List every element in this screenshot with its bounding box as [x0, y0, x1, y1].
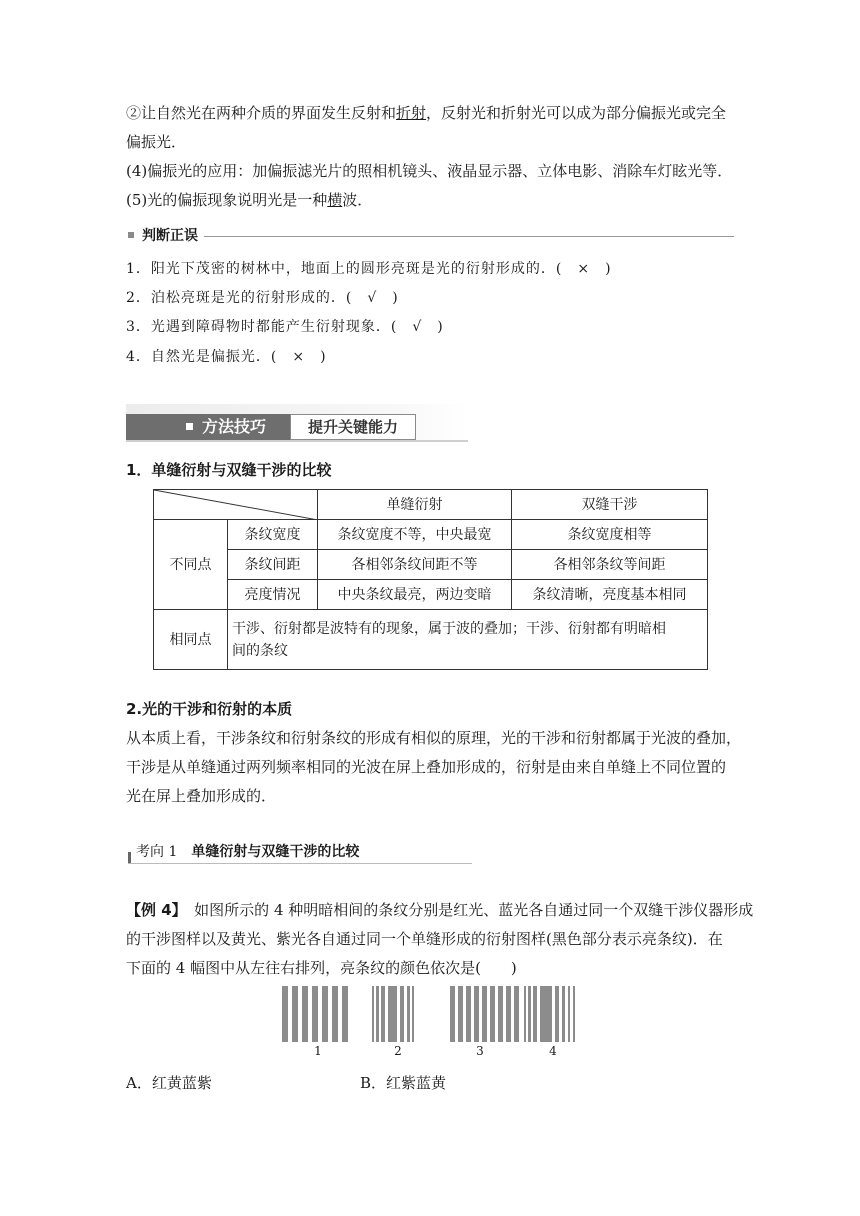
diagonal-header-cell: [154, 490, 318, 520]
fringe-2-stripe: [388, 986, 397, 1042]
figure-label-2: 2: [394, 1044, 402, 1058]
polar-item-4: (4)偏振光的应用：加偏振滤光片的照相机镜头、液晶显示器、立体电影、消除车灯眩光等．: [126, 162, 733, 180]
cell-double: 条纹清晰，亮度基本相同: [512, 580, 708, 610]
fringe-3-stripe: [514, 986, 519, 1042]
example-tag: 【例 4】: [126, 901, 180, 919]
example-line-2: 的干涉图样以及黄光、紫光各自通过同一个单缝形成的衍射图样(黑色部分表示亮条纹)．在: [126, 930, 723, 948]
kaoxiang-title: 单缝衍射与双缝干涉的比较: [191, 844, 360, 860]
section-2-line: 从本质上看，干涉条纹和衍射条纹的形成有相似的原理，光的干涉和衍射都属于光波的叠加，: [126, 729, 742, 747]
judge-item-3: 3．光遇到障碍物时都能产生衍射现象．( √ ): [126, 319, 444, 335]
fringe-1-stripe: [322, 986, 328, 1042]
judge-item-1: 1．阳光下茂密的树林中，地面上的圆形亮斑是光的衍射形成的．( × ): [126, 261, 612, 277]
cell-single: 中央条纹最亮，两边变暗: [318, 580, 512, 610]
fringe-3-stripe: [466, 986, 471, 1042]
fringe-2-stripe: [372, 986, 374, 1042]
fringe-4-stripe: [555, 986, 559, 1042]
polar-item-5: (5)光的偏振现象说明光是一种横波．: [126, 191, 373, 209]
fringe-3-stripe: [490, 986, 495, 1042]
judge-header: [126, 226, 734, 246]
cell-double: 条纹宽度相等: [512, 520, 708, 550]
diff-label: 不同点: [154, 520, 228, 610]
polar-item-2: ②让自然光在两种介质的界面发生反射和折射，反射光和折射光可以成为部分偏振光或完全: [126, 104, 727, 122]
fringe-3-stripe: [498, 986, 503, 1042]
fringe-4-stripe: [568, 986, 570, 1042]
divider: [186, 236, 734, 237]
header-single-slit: 单缝衍射: [318, 490, 512, 520]
fringe-1-stripe: [302, 986, 308, 1042]
fringe-2-stripe: [376, 986, 379, 1042]
square-bullet-icon: [186, 423, 193, 430]
fringe-4-stripe: [562, 986, 565, 1042]
cell-single: 条纹宽度不等，中央最宽: [318, 520, 512, 550]
fringe-2-stripe: [381, 986, 385, 1042]
example-line-1: 【例 4】 如图所示的 4 种明暗相间的条纹分别是红光、蓝光各自通过同一个双缝干涉仪器形成: [126, 901, 754, 919]
fringe-2-stripe: [412, 986, 414, 1042]
fringe-3-stripe: [450, 986, 455, 1042]
fringe-4-stripe: [573, 986, 575, 1042]
banner-main: 方法技巧: [202, 417, 267, 436]
cell-single: 各相邻条纹间距不等: [318, 550, 512, 580]
example-line-3: 下面的 4 幅图中从左往右排列，亮条纹的颜色依次是( ): [126, 959, 517, 977]
banner-sub: 提升关键能力: [307, 418, 398, 436]
fringe-4-stripe: [540, 986, 552, 1042]
fringe-2-stripe: [400, 986, 404, 1042]
fringe-1-stripe: [292, 986, 298, 1042]
cell-double: 各相邻条纹等间距: [512, 550, 708, 580]
section-2-title: 2.光的干涉和衍射的本质: [126, 700, 293, 718]
polar-item-2-line2: 偏振光．: [126, 133, 187, 151]
fringe-3-stripe: [482, 986, 487, 1042]
judge-item-4: 4．自然光是偏振光．( × ): [126, 349, 327, 365]
fringe-4-stripe: [528, 986, 531, 1042]
square-bullet-icon: [128, 232, 134, 238]
comparison-table: [153, 489, 708, 670]
fringe-1-stripe: [342, 986, 348, 1042]
same-label: 相同点: [154, 610, 228, 670]
option-b: B．红紫蓝黄: [360, 1074, 447, 1092]
fringe-2-stripe: [407, 986, 410, 1042]
figure-label-1: 1: [314, 1044, 322, 1058]
fringe-4-stripe: [533, 986, 537, 1042]
answer-refraction: 折射: [396, 104, 427, 122]
fringe-figure: [280, 986, 580, 1060]
diagonal-line-icon: [154, 490, 318, 520]
row-name: 条纹宽度: [228, 520, 318, 550]
fringe-3-stripe: [458, 986, 463, 1042]
judge-item-2: 2．泊松亮斑是光的衍射形成的．( √ ): [126, 290, 399, 306]
row-name: 亮度情况: [228, 580, 318, 610]
fringe-3-stripe: [474, 986, 479, 1042]
figure-label-3: 3: [476, 1044, 484, 1058]
fringe-1-stripe: [312, 986, 318, 1042]
fringe-1-stripe: [282, 986, 288, 1042]
section-2-line: 光在屏上叠加形成的．: [126, 787, 277, 805]
fringe-4-stripe: [524, 986, 526, 1042]
same-content: 干涉、衍射都是波特有的现象，属于波的叠加；干涉、衍射都有明暗相 间的条纹: [228, 610, 708, 670]
option-a: A．红黄蓝紫: [126, 1074, 212, 1092]
fringe-patterns: [280, 986, 580, 1042]
row-name: 条纹间距: [228, 550, 318, 580]
fringe-3-stripe: [506, 986, 511, 1042]
section-2-line: 干涉是从单缝通过两列频率相同的光波在屏上叠加形成的，衍射是由来自单缝上不同位置的: [126, 758, 727, 776]
fringe-1-stripe: [332, 986, 338, 1042]
header-double-slit: 双缝干涉: [512, 490, 708, 520]
section-1-title: 1．单缝衍射与双缝干涉的比较: [126, 461, 332, 479]
judge-title: 判断正误: [142, 226, 204, 246]
method-banner: [126, 404, 468, 442]
kaoxiang-label: 考向 1: [136, 844, 178, 860]
answer-transverse: 横: [327, 191, 343, 209]
figure-label-4: 4: [549, 1044, 557, 1058]
kaoxiang-header: [128, 840, 472, 864]
